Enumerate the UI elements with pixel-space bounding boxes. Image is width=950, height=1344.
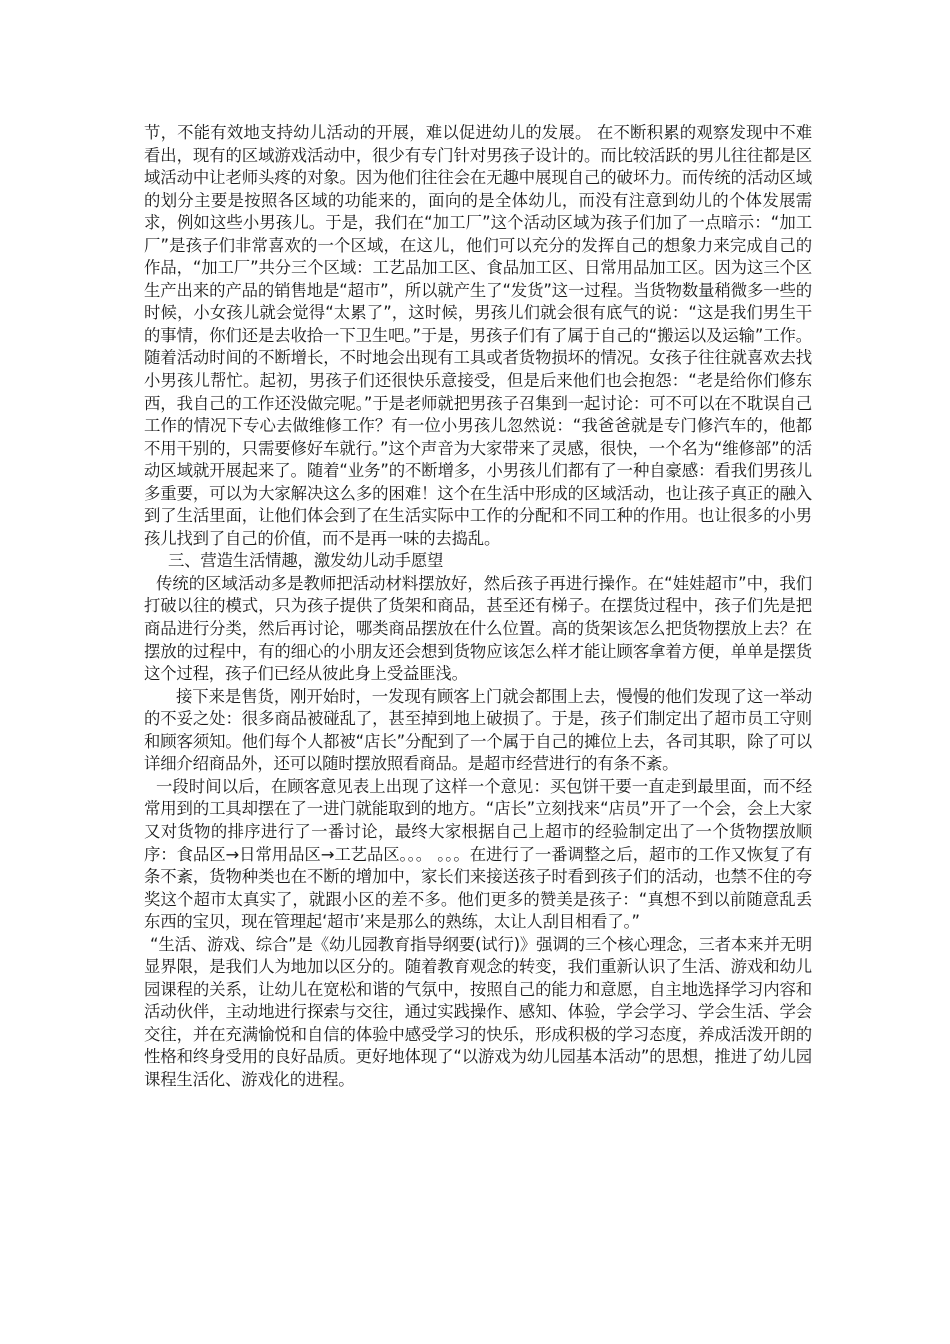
paragraph-selling: 接下来是售货，刚开始时，一发现有顾客上门就会都围上去，慢慢的他们发现了这一举动的不妥之处：很多商品被碰乱了，甚至掉到地上破损了。于是，孩子们制定出了超市员工守则和顾客须知。他们每个人都被“店长”分配到了一个属于自己的摊位上去，各司其职，除了可以详细介绍商品外，还可以随时摆放照看商品。是超市经营进行的有条不紊。 [144, 686, 812, 774]
paragraph-doll-supermarket: 传统的区域活动多是教师把活动材料摆放好，然后孩子再进行操作。在“娃娃超市”中，我们打破以往的模式，只为孩子提供了货架和商品，甚至还有梯子。在摆货过程中，孩子们先是把商品进行分类，然后再讨论，哪类商品摆放在什么位置。高的货架该怎么把货物摆放上去？在摆放的过程中，有的细心的小朋友还会想到货物应该怎么样才能让顾客拿着方便，单单是摆货这个过程，孩子们已经从彼此身上受益匪浅。 [144, 573, 812, 684]
section-heading-3: 三、营造生活情趣，激发幼儿动手愿望 [168, 551, 444, 571]
paragraph-conclusion: “生活、游戏、综合”是《幼儿园教育指导纲要(试行)》强调的三个核心理念，三者本来并无明显界限，是我们人为地加以区分的。随着教育观念的转变，我们重新认识了生活、游戏和幼儿园课程的关系，让幼儿在宽松和谐的气氛中，按照自己的能力和意愿，自主地选择学习内容和活动伙伴，主动地进行探索与交往，通过实践操作、感知、体验，学会学习、学会生活、学会交往，并在充满愉悦和自信的体验中感受学习的快乐，形成积极的学习态度，养成活泼开朗的性格和终身受用的良好品质。更好地体现了“以游戏为幼儿园基本活动”的思想，推进了幼儿园课程生活化、游戏化的进程。 [144, 934, 812, 1089]
paragraph-boys-activity: 节，不能有效地支持幼儿活动的开展，难以促进幼儿的发展。 在不断积累的观察发现中不难看出，现有的区域游戏活动中，很少有专门针对男孩子设计的。而比较活跃的男儿往往都是区域活动中让老师头疼的对象。因为他们往往会在无趣中展现自己的破坏力。而传统的活动区域的划分主要是按照各区域的功能来的，面向的是全体幼儿，而没有注意到幼儿的个体发展需求，例如这些小男孩儿。于是，我们在“加工厂”这个活动区域为孩子们加了一点暗示：“加工厂”是孩子们非常喜欢的一个区域，在这儿，他们可以充分的发挥自己的想象力来完成自己的作品，“加工厂”共分三个区域：工艺品加工区、食品加工区、日常用品加工区。因为这三个区生产出来的产品的销售地是“超市”，所以就产生了“发货”这一过程。当货物数量稍微多一些的时候，小女孩儿就会觉得“太累了”，这时候，男孩儿们就会很有底气的说：“这是我们男生干的事情，你们还是去收拾一下卫生吧。”于是，男孩子们有了属于自己的“搬运以及运输”工作。随着活动时间的不断增长，不时地会出现有工具或者货物损坏的情况。女孩子往往就喜欢去找小男孩儿帮忙。起初，男孩子们还很快乐意接受，但是后来他们也会抱怨：“老是给你们修东西，我自己的工作还没做完呢。”于是老师就把男孩子召集到一起讨论：可不可以在不耽误自己工作的情况下专心去做维修工作？有一位小男孩儿忽然说：“我爸爸就是专门修汽车的，他都不用干别的，只需要修好车就行。”这个声音为大家带来了灵感，很快，一个名为“维修部”的活动区域就开展起来了。随着“业务”的不断增多，小男孩儿们都有了一种自豪感：看我们男孩儿多重要，可以为大家解决这么多的困难！这个在生活中形成的区域活动，也让孩子真正的融入到了生活里面，让他们体会到了在生活实际中工作的分配和不同工种的作用。也让很多的小男孩儿找到了自己的价值，而不是再一味的去捣乱。 [144, 123, 812, 548]
document-body [144, 122, 812, 1092]
paragraph-customer-feedback: 一段时间以后，在顾客意见表上出现了这样一个意见：买包饼干要一直走到最里面，而不经常用到的工具却摆在了一进门就能取到的地方。“店长”立刻找来“店员”开了一个会，会上大家又对货物的排序进行了一番讨论，最终大家根据自己上超市的经验制定出了一个货物摆放顺序：食品区→日常用品区→工艺品区。。。 。。。在进行了一番调整之后，超市的工作又恢复了有条不紊，货物种类也在不断的增加中，家长们来接送孩子时看到孩子们的活动，也禁不住的夸奖这个超市太真实了，就跟小区的差不多。他们更多的赞美是孩子：“真想不到以前随意乱丢东西的宝贝，现在管理起‘超市’来是那么的熟练，太让人刮目相看了。” [144, 776, 812, 932]
